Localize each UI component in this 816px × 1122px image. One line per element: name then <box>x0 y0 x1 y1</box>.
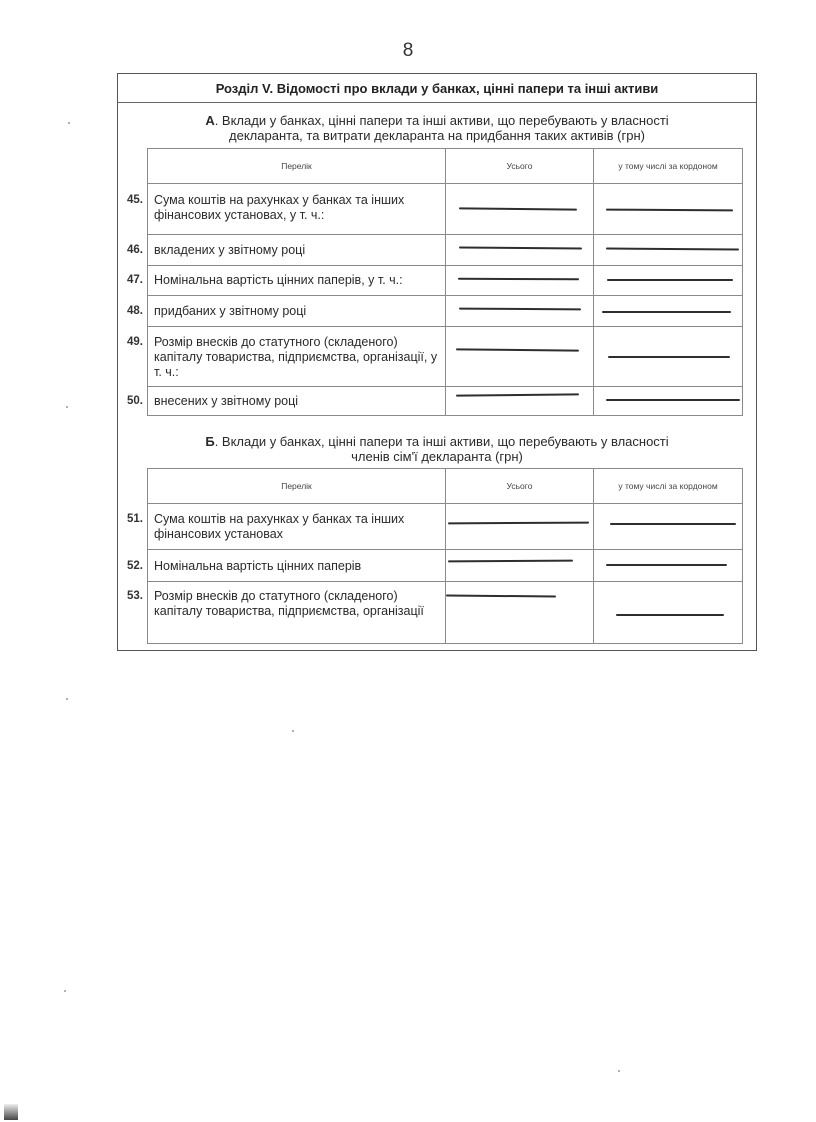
total-value-cell[interactable] <box>446 327 594 387</box>
column-header-abroad: у тому числі за кордоном <box>594 149 743 184</box>
handwritten-dash <box>456 393 579 396</box>
column-header-total: Усього <box>446 469 594 504</box>
scan-speck <box>292 730 294 732</box>
handwritten-dash <box>448 522 589 525</box>
abroad-value-cell[interactable] <box>594 235 743 266</box>
handwritten-dash <box>602 311 731 313</box>
column-header-total: Усього <box>446 149 594 184</box>
total-value-cell[interactable] <box>446 266 594 296</box>
handwritten-dash <box>606 564 727 566</box>
part-a-heading-line1: . Вклади у банках, цінні папери та інші активи, що перебувають у власності <box>214 113 669 128</box>
part-a-heading <box>118 113 756 143</box>
column-header-list: Перелік <box>148 149 446 184</box>
row-label: 53. Розмір внесків до статутного (складеного) капіталу товариства, підприємства, організації <box>148 582 446 644</box>
handwritten-dash <box>610 523 736 525</box>
handwritten-dash <box>459 207 577 210</box>
row-label: 52. Номінальна вартість цінних паперів <box>148 550 446 582</box>
row-label: 46. вкладених у звітному році <box>148 235 446 266</box>
total-value-cell[interactable] <box>446 387 594 416</box>
scan-corner-mark <box>4 1104 18 1120</box>
part-b-heading <box>118 434 756 464</box>
total-value-cell[interactable] <box>446 235 594 266</box>
table-row <box>148 504 743 550</box>
table-header-row <box>148 149 743 184</box>
abroad-value-cell[interactable] <box>594 266 743 296</box>
section-title: Розділ V. Відомості про вклади у банках, цінні папери та інші активи <box>118 74 756 103</box>
page-number: 8 <box>402 40 414 61</box>
part-a-heading-line2: декларанта, та витрати декларанта на придбання таких активів (грн) <box>229 128 645 143</box>
handwritten-dash <box>606 248 739 251</box>
handwritten-dash <box>616 614 724 616</box>
total-value-cell[interactable] <box>446 550 594 582</box>
part-b-heading-line2: членів сім'ї декларанта (грн) <box>351 449 523 464</box>
section-v-box <box>117 73 757 651</box>
total-value-cell[interactable] <box>446 184 594 235</box>
part-b-heading-line1: . Вклади у банках, цінні папери та інші активи, що перебувають у власності <box>214 434 669 449</box>
abroad-value-cell[interactable] <box>594 504 743 550</box>
handwritten-dash <box>608 356 730 358</box>
row-number: 49. <box>127 336 143 348</box>
row-label: 48. придбаних у звітному році <box>148 296 446 327</box>
table-row <box>148 550 743 582</box>
abroad-value-cell[interactable] <box>594 184 743 235</box>
row-number: 51. <box>127 513 143 525</box>
handwritten-dash <box>446 595 556 598</box>
part-b-table <box>127 468 743 644</box>
part-a-table <box>127 148 743 416</box>
table-row <box>148 582 743 644</box>
total-value-cell[interactable] <box>446 504 594 550</box>
total-value-cell[interactable] <box>446 296 594 327</box>
scan-speck <box>64 990 66 992</box>
handwritten-dash <box>456 348 579 351</box>
row-number: 45. <box>127 194 143 206</box>
total-value-cell[interactable] <box>446 582 594 644</box>
row-number: 52. <box>127 560 143 572</box>
table-row <box>148 266 743 296</box>
table-row <box>148 184 743 235</box>
handwritten-dash <box>458 278 579 281</box>
row-label: 45. Сума коштів на рахунках у банках та інших фінансових установах, у т. ч.: <box>148 184 446 235</box>
table-row <box>148 327 743 387</box>
table-row <box>148 296 743 327</box>
row-label: 51. Сума коштів на рахунках у банках та інших фінансових установах <box>148 504 446 550</box>
table-row <box>148 235 743 266</box>
scan-speck <box>68 122 70 124</box>
row-number: 46. <box>127 244 143 256</box>
handwritten-dash <box>459 246 582 249</box>
row-label: 47. Номінальна вартість цінних паперів, у т. ч.: <box>148 266 446 296</box>
abroad-value-cell[interactable] <box>594 582 743 644</box>
handwritten-dash <box>606 209 733 212</box>
row-label: 50. внесених у звітному році <box>148 387 446 416</box>
row-label: 49. Розмір внесків до статутного (складеного) капіталу товариства, підприємства, організації, у т. ч.: <box>148 327 446 387</box>
column-header-abroad: у тому числі за кордоном <box>594 469 743 504</box>
column-header-list: Перелік <box>148 469 446 504</box>
handwritten-dash <box>606 399 740 401</box>
handwritten-dash <box>459 308 581 311</box>
row-number: 47. <box>127 274 143 286</box>
table-header-row <box>148 469 743 504</box>
row-number: 53. <box>127 590 143 602</box>
scan-speck <box>66 406 68 408</box>
abroad-value-cell[interactable] <box>594 327 743 387</box>
handwritten-dash <box>607 279 733 281</box>
abroad-value-cell[interactable] <box>594 296 743 327</box>
handwritten-dash <box>448 560 573 563</box>
abroad-value-cell[interactable] <box>594 550 743 582</box>
part-b-letter: Б <box>205 434 215 449</box>
scan-speck <box>66 698 68 700</box>
part-a-letter: А <box>205 113 215 128</box>
table-row <box>148 387 743 416</box>
row-number: 48. <box>127 305 143 317</box>
row-number: 50. <box>127 395 143 407</box>
abroad-value-cell[interactable] <box>594 387 743 416</box>
scan-speck <box>618 1070 620 1072</box>
